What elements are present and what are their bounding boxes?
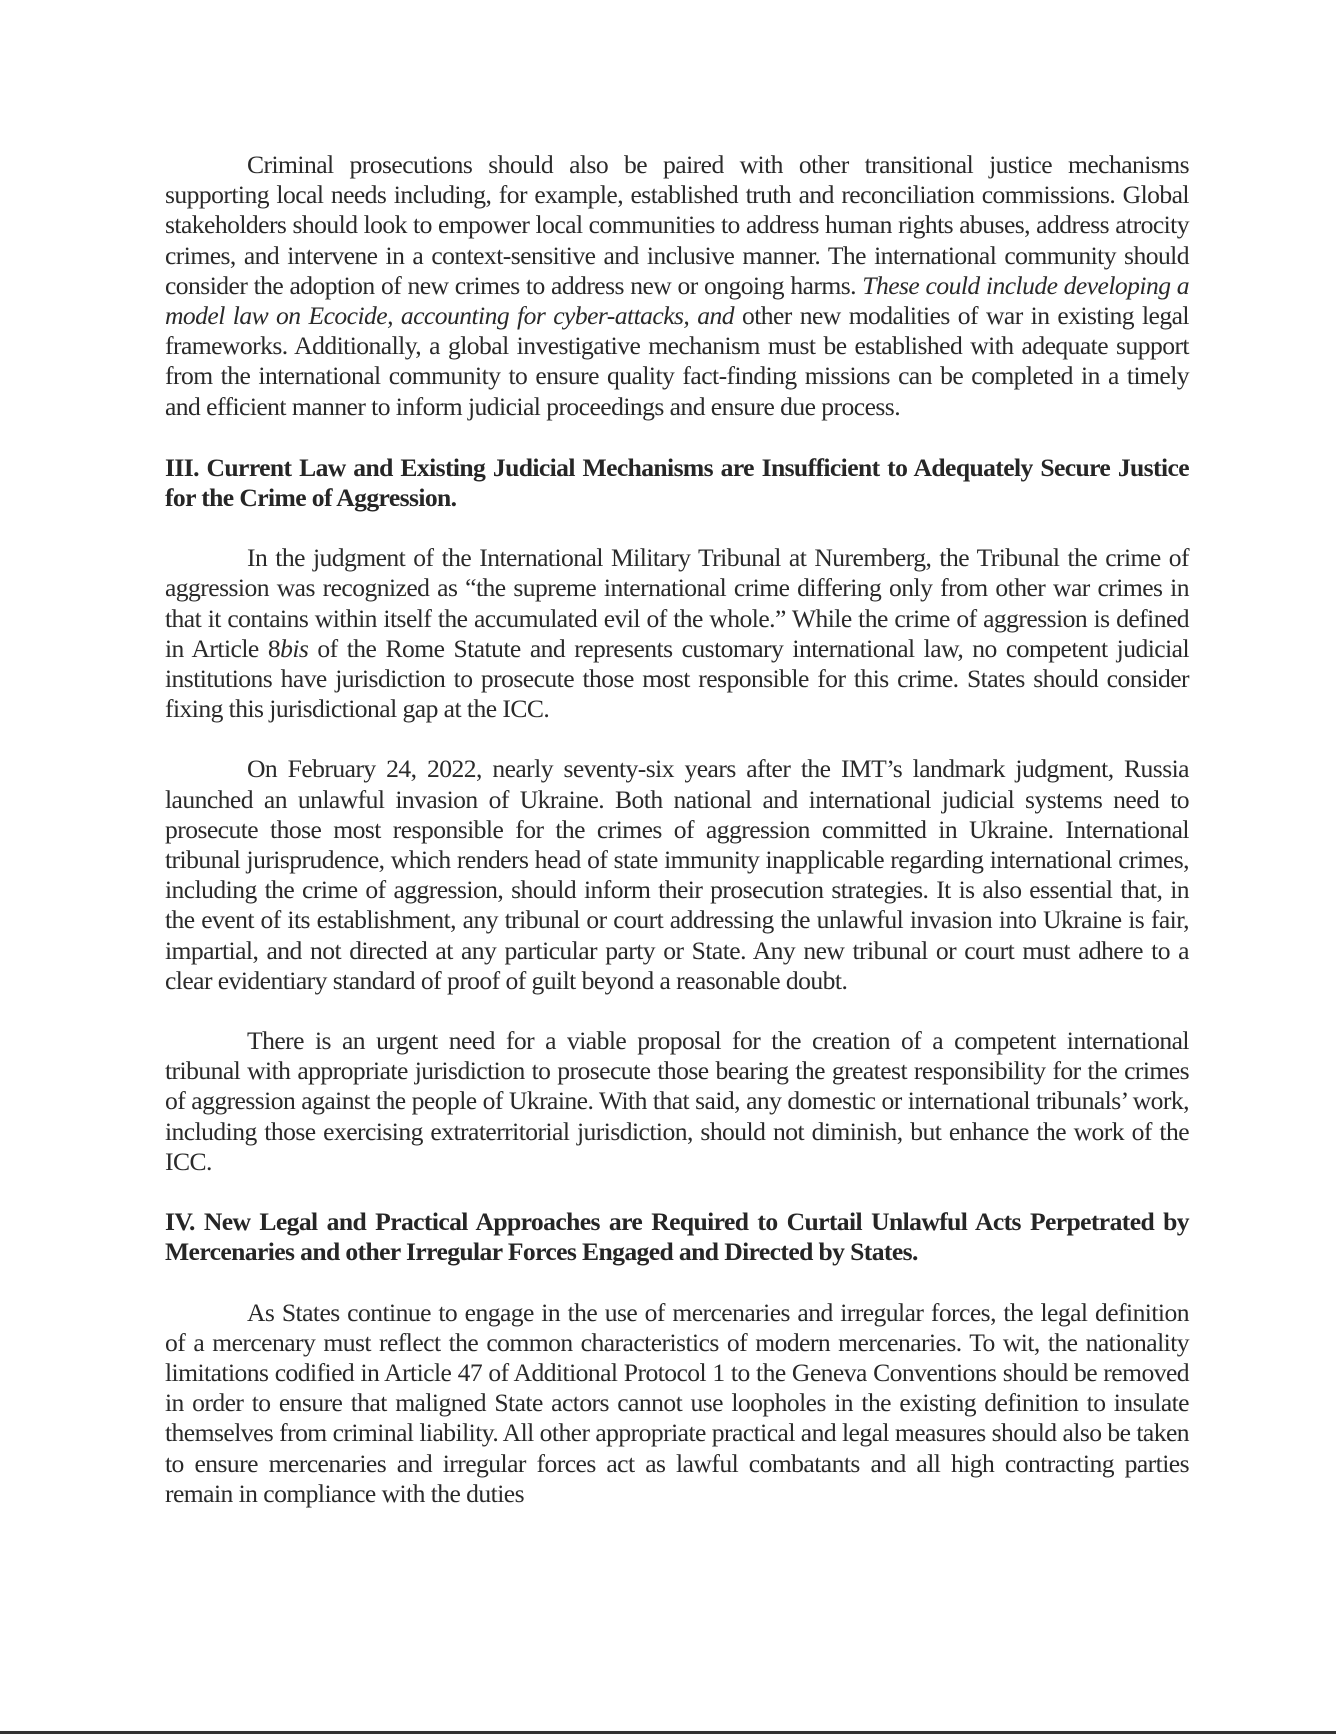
paragraph-text: other new modalities of war in existing legal frameworks. Additionally, a global investigative mechanism must be established with adequate support from the international community to ensure quality fact-finding missions can be completed in a timely and efficient manner to inform judicial proceedings and ensure due process. — [165, 301, 1189, 421]
paragraph-mercenaries: As States continue to engage in the use of mercenaries and irregular forces, the legal definition of a mercenary must reflect the common characteristics of modern mercenaries. To wit, the nationality limitations codified in Article 47 of Additional Protocol 1 to the Geneva Conventions should be removed in order to ensure that maligned State actors cannot use loopholes in the existing definition to insulate themselves from criminal liability. All other appropriate practical and legal measures should also be taken to ensure mercenaries and irregular forces act as lawful combatants and all high contracting parties remain in compliance with the duties — [165, 1297, 1189, 1508]
paragraph-tribunal-proposal: There is an urgent need for a viable proposal for the creation of a competent international tribunal with appropriate jurisdiction to prosecute those bearing the greatest responsibility for the crimes of aggression against the people of Ukraine. With that said, any domestic or international tribunals’ work, including those exercising extraterritorial jurisdiction, should not diminish, but enhance the work of the ICC. — [165, 1026, 1189, 1176]
italic-text: bis — [280, 633, 309, 663]
paragraph-text: Criminal prosecutions should also be paired with other transitional justice mechanisms supporting local needs including, for example, established truth and reconciliation commissions. Global stakeholders should look to empower local communities to address human rights abuses, address atrocity crimes, and intervene in a context-sensitive and inclusive manner. The international community should consider the adoption of new crimes to address new or ongoing harms. — [165, 150, 1189, 300]
paragraph-nuremberg — [165, 543, 1189, 724]
paragraph-text: of the Rome Statute and represents customary international law, no competent judicial institutions have jurisdiction to prosecute those most responsible for this crime. States should consider fixing this jurisdictional gap at the ICC. — [165, 633, 1190, 724]
paragraph-text: In the judgment of the International Military Tribunal at Nuremberg, the Tribunal the crime of aggression was recognized as “the supreme international crime differing only from other war crimes in that it contains within itself the accumulated evil of the whole.” While the crime of aggression is defined in Article 8 — [165, 543, 1189, 663]
section-heading-iv: IV. New Legal and Practical Approaches are Required to Curtail Unlawful Acts Perpetrated by Mercenaries and other Irregular Forces Engaged and Directed by States. — [165, 1207, 1189, 1267]
italic-text: These could include developing a model law on Ecocide, accounting for cyber-attacks, and — [165, 270, 1189, 331]
paragraph-ukraine-invasion: On February 24, 2022, nearly seventy-six years after the IMT’s landmark judgment, Russia launched an unlawful invasion of Ukraine. Both national and international judicial systems need to prosecute those most responsible for the crimes of aggression committed in Ukraine. International tribunal jurisprudence, which renders head of state immunity inapplicable regarding international crimes, including the crime of aggression, should inform their prosecution strategies. It is also essential that, in the event of its establishment, any tribunal or court addressing the unlawful invasion into Ukraine is fair, impartial, and not directed at any particular party or State. Any new tribunal or court must adhere to a clear evidentiary standard of proof of guilt beyond a reasonable doubt. — [165, 754, 1189, 995]
document-page — [165, 150, 1189, 1509]
paragraph-transitional-justice — [165, 150, 1189, 422]
section-heading-iii: III. Current Law and Existing Judicial Mechanisms are Insufficient to Adequately Secure Justice for the Crime of Aggression. — [165, 452, 1189, 513]
